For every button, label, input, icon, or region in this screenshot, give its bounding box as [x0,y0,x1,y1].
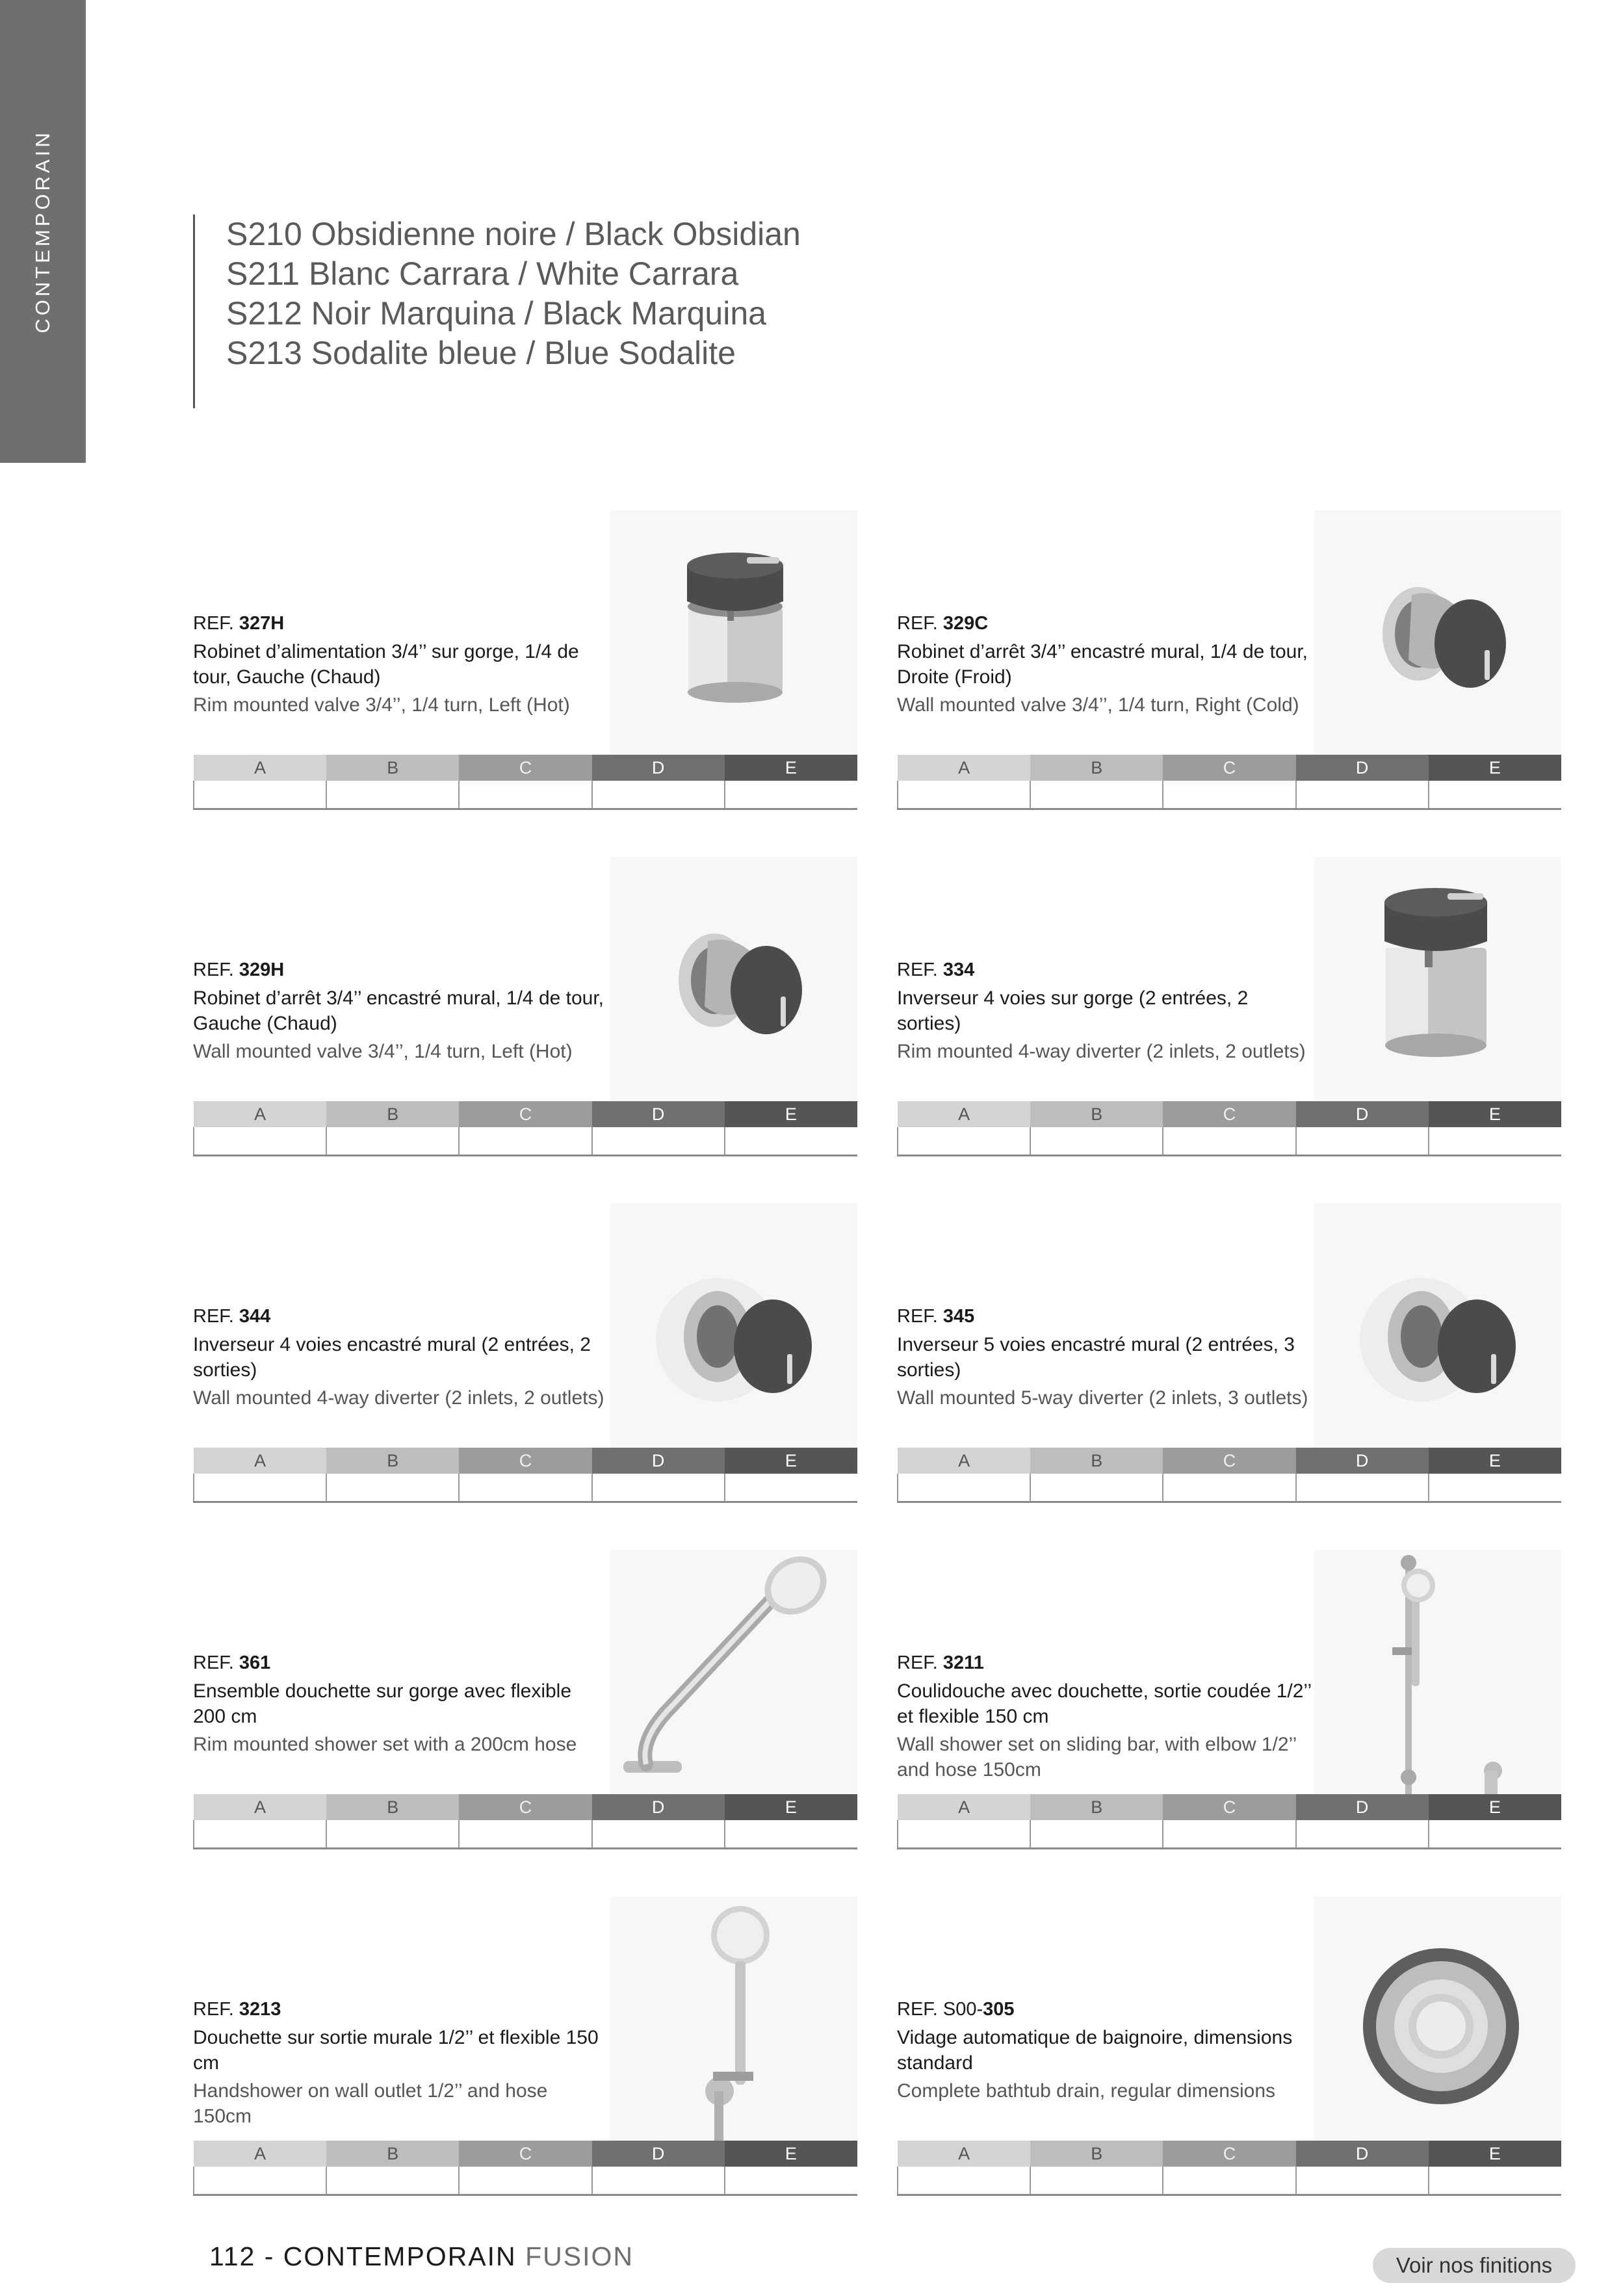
product-description-fr: Vidage automatique de baignoire, dimensions standard [897,2027,1293,2074]
dimension-header: A [194,1101,326,1127]
dimension-cell [725,1127,857,1156]
dimension-header: B [326,2141,459,2167]
dimension-cell [194,2167,326,2195]
product-ref [193,1652,270,1674]
product-description-en: Rim mounted shower set with a 200cm hose [193,1734,577,1755]
product-description-fr: Robinet d’alimentation 3/4’’ sur gorge, 1/4 de tour, Gauche (Chaud) [193,641,579,688]
product-image [610,1203,857,1463]
dimension-header: B [326,1101,459,1127]
dimensions-value-row [194,2167,857,2195]
dimension-header: C [459,1101,591,1127]
dimension-cell [1296,1474,1429,1502]
ref-code: 3211 [942,1652,984,1673]
ref-code: 344 [239,1306,271,1327]
product-card [193,1203,857,1509]
product-image [610,857,857,1117]
dimension-cell [1030,1127,1163,1156]
wall-valve-icon [1314,510,1561,770]
dimension-header: C [1163,1448,1295,1474]
dimension-header: E [725,2141,857,2167]
dimensions-table [193,1448,857,1503]
dimension-header: B [1030,1448,1163,1474]
ref-prefix: REF. [193,613,239,634]
wall-valve-icon [610,857,857,1117]
dimensions-header-row [898,1794,1561,1820]
product-description-fr: Robinet d’arrêt 3/4’’ encastré mural, 1/4 de tour, Droite (Froid) [897,641,1308,688]
dimension-header: A [194,1448,326,1474]
dimensions-value-row [898,781,1561,809]
dimension-header: E [725,755,857,781]
dimension-cell [898,781,1030,809]
page-footer [209,2241,634,2272]
product-description-fr: Douchette sur sortie murale 1/2’’ et flexible 150 cm [193,2027,599,2074]
product-image [610,510,857,770]
dimension-cell [1429,2167,1561,2195]
product-description-fr: Inverseur 4 voies sur gorge (2 entrées, 2 sorties) [897,987,1249,1034]
dimensions-header-row [898,1448,1561,1474]
dimensions-table [897,2141,1561,2196]
dimension-header: E [725,1448,857,1474]
dimension-cell [459,1127,591,1156]
ref-code: 361 [239,1652,271,1673]
dimensions-value-row [898,1127,1561,1156]
product-ref [897,1999,1015,2020]
dimension-cell [592,781,725,809]
product-image [1314,1896,1561,2156]
dimension-header: D [1296,1794,1429,1820]
product-description-en: Wall mounted 5-way diverter (2 inlets, 3 outlets) [897,1387,1308,1409]
dimension-header: D [592,1101,725,1127]
ref-code: 329C [942,613,989,634]
dimension-cell [459,1820,591,1849]
ref-prefix: REF. [193,1999,239,2020]
dimension-cell [725,781,857,809]
dimension-header: C [459,755,591,781]
product-ref [193,1306,270,1327]
product-description-en: Wall mounted valve 3/4’’, 1/4 turn, Right (Cold) [897,694,1299,716]
product-description-fr: Inverseur 4 voies encastré mural (2 entrées, 2 sorties) [193,1334,591,1381]
dimension-cell [592,1474,725,1502]
product-description-en: Complete bathtub drain, regular dimensions [897,2080,1275,2102]
product-card [897,1550,1561,1855]
dimension-header: A [194,1794,326,1820]
product-ref [193,613,284,634]
dimension-cell [725,1474,857,1502]
product-description-en: Wall shower set on sliding bar, with elbow 1/2’’ and hose 150cm [897,1734,1297,1781]
product-card [897,510,1561,816]
dimensions-header-row [898,755,1561,781]
dimension-cell [1296,2167,1429,2195]
ref-code: 327H [239,613,285,634]
dimensions-header-row [898,2141,1561,2167]
dimension-cell [1163,1127,1295,1156]
dimension-header: D [1296,1101,1429,1127]
dimension-header: E [1429,1448,1561,1474]
product-image [610,1550,857,1810]
dimensions-table [193,1101,857,1156]
dimension-header: B [1030,755,1163,781]
ref-prefix: REF. [897,959,943,980]
dimension-header: A [898,755,1030,781]
ref-code: 329H [239,959,285,980]
dimension-cell [1429,1474,1561,1502]
product-image [1314,510,1561,770]
dimension-header: E [1429,1794,1561,1820]
dimensions-table [897,1794,1561,1849]
dimension-cell [898,1127,1030,1156]
ref-code: 3213 [239,1999,281,2020]
ref-prefix: REF. [897,1306,943,1327]
dimension-cell [1429,1820,1561,1849]
dimensions-table [193,755,857,810]
page-number-label: 112 - CONTEMPORAIN [209,2241,517,2271]
dimensions-header-row [194,1101,857,1127]
rim-diverter-icon [1314,857,1561,1117]
dimension-header: E [725,1101,857,1127]
dimensions-value-row [898,1474,1561,1502]
product-ref [897,1652,984,1674]
product-description-en: Rim mounted 4-way diverter (2 inlets, 2 outlets) [897,1041,1306,1062]
bathtub-drain-icon [1314,1896,1561,2156]
dimension-header: C [459,1448,591,1474]
product-card [193,510,857,816]
dimension-cell [326,1474,459,1502]
dimensions-header-row [194,1794,857,1820]
dimension-cell [725,2167,857,2195]
wall-diverter-icon [1314,1203,1561,1463]
dimension-header: B [326,1448,459,1474]
rim-valve-icon [610,510,857,770]
dimension-cell [459,781,591,809]
ref-code: 345 [942,1306,975,1327]
product-description-fr: Inverseur 5 voies encastré mural (2 entrées, 3 sorties) [897,1334,1295,1381]
dimension-cell [326,1820,459,1849]
dimensions-table [897,755,1561,810]
dimension-cell [592,1127,725,1156]
dimension-cell [194,1127,326,1156]
dimensions-table [897,1101,1561,1156]
product-card [193,1896,857,2202]
product-description-en: Rim mounted valve 3/4’’, 1/4 turn, Left (Hot) [193,694,570,716]
dimension-header: E [1429,755,1561,781]
product-description-fr: Robinet d’arrêt 3/4’’ encastré mural, 1/4 de tour, Gauche (Chaud) [193,987,604,1034]
dimension-cell [194,1820,326,1849]
dimension-cell [194,781,326,809]
ref-prefix: REF. [193,959,239,980]
finishes-list [193,215,801,408]
wall-handshower-icon [610,1896,857,2156]
dimension-cell [459,1474,591,1502]
product-image [1314,857,1561,1117]
product-image [610,1896,857,2156]
dimension-header: B [1030,1794,1163,1820]
side-section-tab [0,0,86,463]
dimension-cell [326,781,459,809]
dimension-header: D [1296,1448,1429,1474]
dimension-header: D [592,2141,725,2167]
dimension-cell [1296,1127,1429,1156]
dimensions-value-row [898,2167,1561,2195]
dimensions-header-row [898,1101,1561,1127]
dimension-header: C [459,2141,591,2167]
dimension-header: C [459,1794,591,1820]
dimension-header: B [326,755,459,781]
product-description-en: Handshower on wall outlet 1/2’’ and hose 150cm [193,2080,548,2127]
dimensions-header-row [194,755,857,781]
ref-prefix: REF. [897,1652,943,1673]
dimension-header: C [1163,2141,1295,2167]
dimension-header: D [592,1794,725,1820]
product-ref [897,959,974,981]
ref-prefix: REF. [193,1652,239,1673]
dimension-cell [592,2167,725,2195]
dimension-cell [725,1820,857,1849]
product-ref [193,959,284,981]
dimension-header: D [1296,2141,1429,2167]
product-description-fr: Coulidouche avec douchette, sortie coudée 1/2’’ et flexible 150 cm [897,1680,1312,1727]
ref-prefix: REF. [193,1306,239,1327]
dimension-cell [1163,2167,1295,2195]
dimension-cell [1030,781,1163,809]
ref-prefix: REF. [897,613,943,634]
dimensions-value-row [194,1820,857,1849]
dimension-header: C [1163,1101,1295,1127]
product-ref [897,613,988,634]
dimensions-table [897,1448,1561,1503]
product-ref [897,1306,974,1327]
dimension-header: D [1296,755,1429,781]
dimensions-table [193,2141,857,2196]
product-card [897,1896,1561,2202]
dimension-cell [1296,781,1429,809]
dimension-header: A [898,1794,1030,1820]
dimensions-value-row [194,1127,857,1156]
brand-name: FUSION [525,2241,634,2271]
dimensions-value-row [898,1820,1561,1849]
view-finishes-button[interactable]: Voir nos finitions [1373,2248,1576,2283]
dimension-cell [1163,781,1295,809]
dimension-header: A [898,2141,1030,2167]
product-ref [193,1999,281,2020]
dimension-cell [898,2167,1030,2195]
finish-line: S210 Obsidienne noire / Black Obsidian [226,216,801,252]
ref-prefix: REF. S00- [897,1999,983,2020]
product-image [1314,1203,1561,1463]
sliding-bar-shower-icon [1314,1550,1561,1810]
dimension-header: D [592,755,725,781]
side-section-label: CONTEMPORAIN [31,129,54,333]
product-card [193,1550,857,1855]
dimension-header: D [592,1448,725,1474]
wall-diverter-icon [610,1203,857,1463]
dimension-header: B [1030,1101,1163,1127]
product-card [897,1203,1561,1509]
dimension-header: A [898,1448,1030,1474]
dimension-cell [1163,1820,1295,1849]
product-description-en: Wall mounted valve 3/4’’, 1/4 turn, Left (Hot) [193,1041,573,1062]
dimensions-header-row [194,1448,857,1474]
product-description-en: Wall mounted 4-way diverter (2 inlets, 2 outlets) [193,1387,604,1409]
dimension-header: E [1429,2141,1561,2167]
dimension-header: A [194,755,326,781]
dimension-header: B [1030,2141,1163,2167]
finish-line: S213 Sodalite bleue / Blue Sodalite [226,335,736,371]
ref-code: 305 [983,1999,1015,2020]
product-description-fr: Ensemble douchette sur gorge avec flexible 200 cm [193,1680,572,1727]
dimension-header: E [1429,1101,1561,1127]
dimension-cell [459,2167,591,2195]
dimension-cell [1030,2167,1163,2195]
dimensions-header-row [194,2141,857,2167]
dimension-cell [326,1127,459,1156]
ref-code: 334 [942,959,975,980]
dimension-header: A [898,1101,1030,1127]
finish-line: S212 Noir Marquina / Black Marquina [226,295,766,332]
dimension-header: C [1163,1794,1295,1820]
product-image [1314,1550,1561,1810]
dimension-cell [1030,1474,1163,1502]
dimension-header: C [1163,755,1295,781]
dimension-header: E [725,1794,857,1820]
dimension-cell [1429,781,1561,809]
dimension-cell [1296,1820,1429,1849]
product-card [897,857,1561,1162]
dimension-cell [326,2167,459,2195]
dimension-cell [1163,1474,1295,1502]
dimension-cell [898,1820,1030,1849]
dimension-cell [592,1820,725,1849]
dimensions-value-row [194,781,857,809]
dimensions-table [193,1794,857,1849]
handshower-icon [610,1550,857,1810]
dimension-cell [1030,1820,1163,1849]
dimension-cell [1429,1127,1561,1156]
dimension-header: A [194,2141,326,2167]
dimension-cell [194,1474,326,1502]
product-card [193,857,857,1162]
finish-line: S211 Blanc Carrara / White Carrara [226,255,739,292]
dimensions-value-row [194,1474,857,1502]
dimension-header: B [326,1794,459,1820]
dimension-cell [898,1474,1030,1502]
